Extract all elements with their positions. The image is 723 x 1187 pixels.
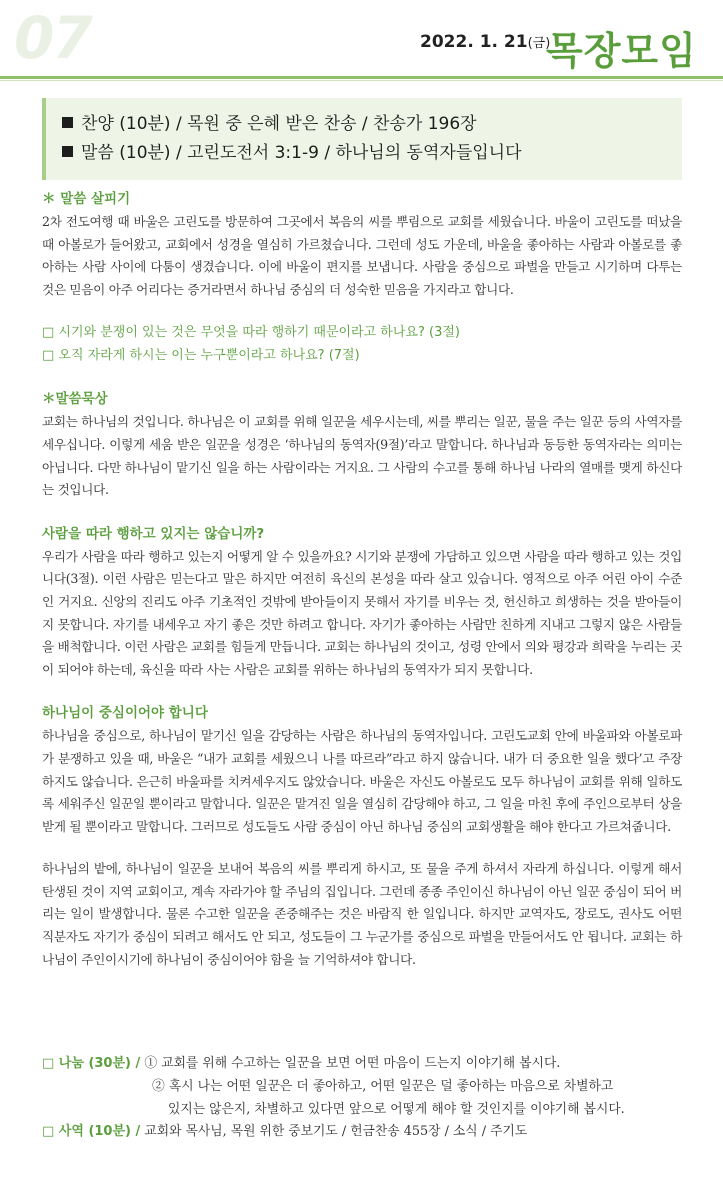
header-date bbox=[420, 32, 550, 52]
page-title: 목장모임 bbox=[546, 29, 697, 73]
section-title-examine: ＊ 말씀 살피기 bbox=[42, 191, 131, 207]
sharing-label: □ 나눔 (30분) / bbox=[42, 1056, 141, 1071]
worship-order-box bbox=[42, 98, 682, 180]
paragraph-god-centered-2: 하나님의 밭에, 하나님이 일꾼을 보내어 복음의 씨를 뿌리게 하시고, 또 물을 주게 하셔서 자라게 하십니다. 이렇게 해서 탄생된 것이 지역 교회이고, 계속 자라가야 할 주님의 집입니다. 그런데 종종 주인이신 하나님이 아닌 일꾼 중심이 되어 버리는 일이 발생합니다. 물론 수고한 일꾼을 존중해주는 것은 바람직 한 일입니다. 하지만 교역자도, 장로도, 권사도 어떤 직분자도 자기가 중심이 되려고 해서도 안 되고, 성도들이 그 누군가를 중심으로 파벌을 만들어서도 안 됩니다. 교회는 하나님이 주인이시기에 하나님이 중심이어야 함을 늘 기억하셔야 합니다. bbox=[42, 861, 682, 967]
sharing-ministry-block bbox=[42, 1053, 702, 1144]
order-line-praise bbox=[62, 110, 682, 139]
section-title-meditation: ＊말씀묵상 bbox=[42, 391, 108, 408]
page-number: 07 bbox=[14, 4, 91, 72]
order-line-praise-text: 찬양 (10분) / 목원 중 은혜 받은 찬송 / 찬송가 196장 bbox=[81, 114, 477, 134]
section-title-god-centered: 하나님이 중심이어야 합니다 bbox=[42, 705, 208, 722]
paragraph-god-centered-1: 하나님을 중심으로, 하나님이 맡기신 일을 감당하는 사람은 하나님의 동역자입니다. 고린도교회 안에 바울파와 아볼로파가 분쟁하고 있을 때, 바울은 “내가 교회를 세웠으니 나를 따르라”라고 하지 않습니다. 내가 더 중요한 일을 했다’고 주장하지도 않습니다. 은근히 바울파를 치켜세우지도 않았습니다. 바울은 자신도 아볼로도 모두 하나님이 교회를 위해 일하도록 세워주신 일꾼일 뿐이라고 말합니다. 일꾼은 맡겨진 일을 열심히 감당해야 하고, 그 일을 마친 후에 주인으로부터 상을 받게 될 뿐이라고 말합니다. 그러므로 성도들도 사람 중심이 아닌 하나님 중심의 교회생활을 해야 한다고 가르쳐줍니다. bbox=[42, 728, 682, 834]
sharing-row-1 bbox=[42, 1053, 702, 1076]
sharing-item-1: ① 교회를 위해 수고하는 일꾼을 보면 어떤 마음이 드는지 이야기해 봅시다. bbox=[144, 1056, 561, 1071]
question-1: □ 시기와 분쟁이 있는 것은 무엇을 따라 행하기 때문이라고 하나요? (3절) bbox=[42, 325, 460, 341]
paragraph-follow-people: 우리가 사람을 따라 행하고 있는지 어떻게 알 수 있을까요? 시기와 분쟁에 가담하고 있으면 사람을 따라 행하고 있는 것입니다(3절). 이런 사람은 믿는다고 말은 하지만 여전히 육신의 본성을 따라 살고 있습니다. 영적으로 아주 어린 아이 수준인 거지요. 신앙의 진리도 아주 기초적인 것밖에 받아들이지 못해서 자기를 비우는 것, 헌신하고 희생하는 것을 받아들이지 못합니다. 자기를 내세우고 자기 좋은 것만 하려고 합니다. 자기가 좋아하는 사람만 친하게 지내고 그렇지 않은 사람들을 배척합니다. 이런 사람은 교회를 힘들게 만듭니다. 교회는 하나님의 것이고, 성령 안에서 의와 평강과 희락을 누리는 곳이 되어야 하는데, 육신을 따라 사는 사람은 교회를 위하는 하나님의 동역자가 되지 못합니다. bbox=[42, 548, 682, 677]
question-2: □ 오직 자라게 하시는 이는 누구뿐이라고 하나요? (7절) bbox=[42, 348, 360, 364]
header-divider-thin bbox=[0, 80, 723, 81]
square-bullet-icon bbox=[62, 117, 73, 128]
order-line-word-text: 말씀 (10분) / 고린도전서 3:1-9 / 하나님의 동역자들입니다 bbox=[81, 143, 522, 163]
paragraph-meditation: 교회는 하나님의 것입니다. 하나님은 이 교회를 위해 일꾼을 세우시는데, 씨를 뿌리는 일꾼, 물을 주는 일꾼 등의 사역자를 세우십니다. 이렇게 세움 받은 일꾼을 성경은 ‘하나님의 동역자(9절)’라고 말합니다. 하나님과 동등한 동역자라는 의미는 아닙니다. 다만 하나님이 맡기신 일을 하는 사람이라는 거지요. 그 사람의 수고를 통해 하나님 나라의 열매를 맺게 하신다는 것입니다. bbox=[42, 414, 682, 498]
order-line-word bbox=[62, 139, 682, 168]
main-content bbox=[42, 187, 682, 971]
ministry-row bbox=[42, 1121, 702, 1144]
header-divider bbox=[0, 76, 723, 79]
paragraph-examine: 2차 전도여행 때 바울은 고린도를 방문하여 그곳에서 복음의 씨를 뿌림으로 교회를 세웠습니다. 바울이 고린도를 떠났을 때 아볼로가 들어왔고, 교회에서 성경을 열심히 가르쳤습니다. 그런데 성도 가운데, 바울을 좋아하는 사람과 아볼로를 좋아하는 사람 사이에 다툼이 생겼습니다. 이에 바울이 편지를 보냅니다. 사람을 중심으로 파벌을 만들고 시기하며 다투는 것은 믿음이 아주 어리다는 증거라면서 하나님 중심의 더 성숙한 믿음을 가지라고 합니다. bbox=[42, 214, 682, 297]
sharing-row-3: 있지는 않은지, 차별하고 있다면 앞으로 어떻게 해야 할 것인지를 이야기해 봅시다. bbox=[168, 1101, 625, 1117]
date-text: 2022. 1. 21 bbox=[420, 32, 528, 52]
section-title-follow-people: 사람을 따라 행하고 있지는 않습니까? bbox=[42, 525, 265, 542]
sharing-row-2: ② 혹시 나는 어떤 일꾼은 더 좋아하고, 어떤 일꾼은 덜 좋아하는 마음으로 차별하고 bbox=[152, 1078, 614, 1094]
ministry-text: 교회와 목사님, 목원 위한 중보기도 / 헌금찬송 455장 / 소식 / 주기도 bbox=[144, 1124, 528, 1140]
ministry-label: □ 사역 (10분) / bbox=[42, 1124, 141, 1140]
square-bullet-icon bbox=[62, 146, 73, 157]
weekday-text: (금) bbox=[527, 36, 551, 51]
